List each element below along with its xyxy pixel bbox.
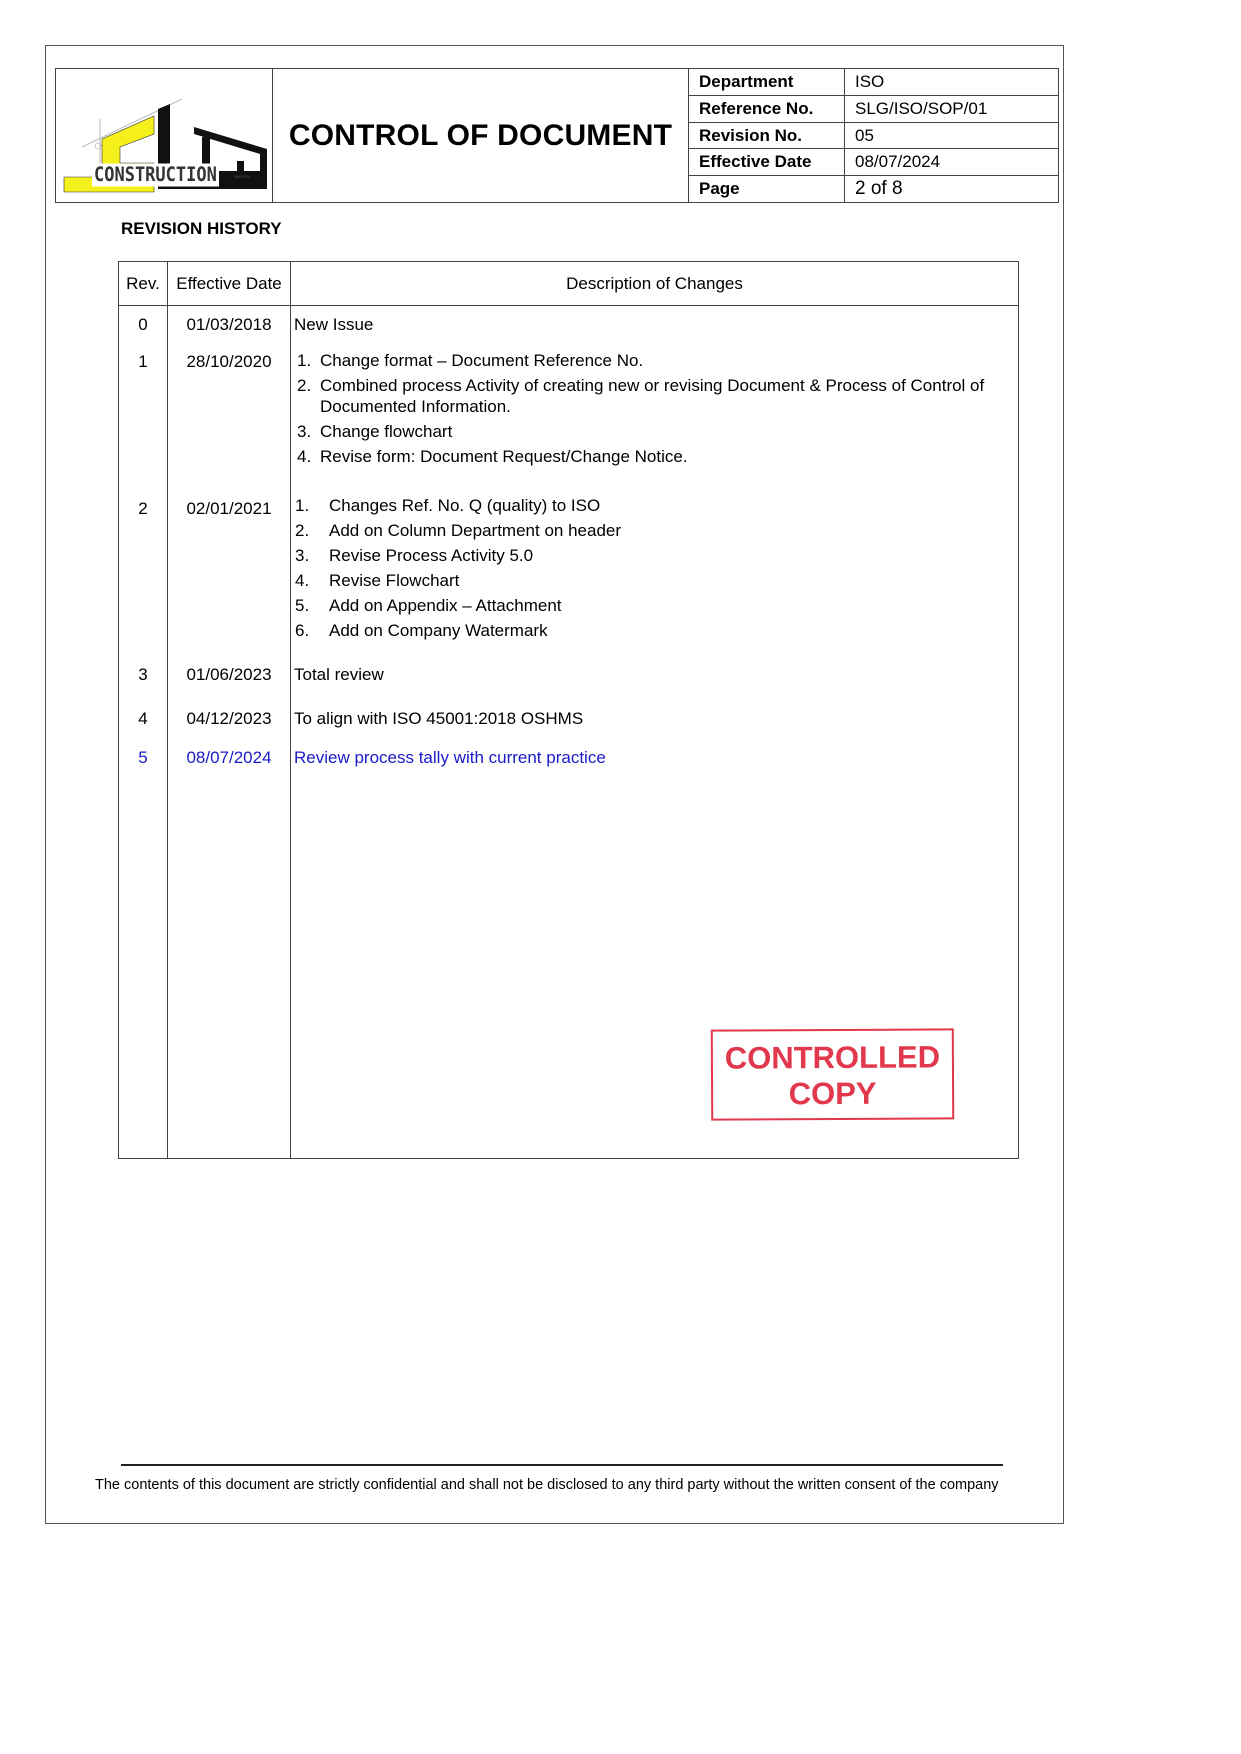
rev-date: 28/10/2020: [168, 344, 291, 494]
list-item: 4. Revise form: Document Request/Change Notice.: [297, 446, 688, 466]
rev-date: 04/12/2023: [168, 706, 291, 745]
meta-label-page: Page: [689, 176, 845, 203]
table-header-row: [119, 262, 1019, 306]
list-item: 2. Combined process Activity of creating new or revising Document & Process of Control of Documented Information.: [297, 375, 985, 416]
table-row: [119, 706, 1019, 745]
document-header: [55, 68, 1059, 203]
list-item: 4. Revise Flowchart: [295, 570, 460, 590]
rev-description: Total review: [291, 662, 1019, 706]
change-list: [294, 495, 1018, 641]
table-row: [119, 344, 1019, 494]
rev-number: 0: [119, 306, 168, 344]
list-item: 1. Changes Ref. No. Q (quality) to ISO: [295, 495, 601, 515]
rev-description: Review process tally with current practice: [291, 745, 1019, 1159]
controlled-copy-stamp: [711, 1028, 954, 1120]
meta-value-page: 2 of 8: [845, 176, 1059, 203]
list-item: 3. Change flowchart: [297, 421, 453, 441]
meta-label-revision: Revision No.: [689, 123, 845, 149]
meta-label-department: Department: [689, 69, 845, 96]
meta-value-reference: SLG/ISO/SOP/01: [845, 96, 1059, 123]
meta-value-department: ISO: [845, 69, 1059, 96]
meta-value-effective-date: 08/07/2024: [845, 149, 1059, 176]
stamp-line-1: CONTROLLED: [724, 1039, 941, 1076]
rev-date: 08/07/2024: [168, 745, 291, 1159]
logo-wordmark: CONSTRUCTION: [94, 163, 217, 187]
table-row: [119, 494, 1019, 662]
list-item: 6. Add on Company Watermark: [295, 620, 548, 640]
rev-number: 5: [119, 745, 168, 1159]
logo-tagline: SAKEDY: [234, 174, 251, 179]
column-header-description: Description of Changes: [291, 262, 1019, 306]
table-row: [119, 306, 1019, 344]
column-header-date: Effective Date: [168, 262, 291, 306]
logo-cell: [56, 69, 273, 203]
meta-value-revision: 05: [845, 123, 1059, 149]
rev-date: 01/03/2018: [168, 306, 291, 344]
rev-date: 01/06/2023: [168, 662, 291, 706]
list-item: 2. Add on Column Department on header: [295, 520, 622, 540]
rev-number: 4: [119, 706, 168, 745]
document-title: CONTROL OF DOCUMENT: [273, 69, 689, 203]
footer-divider: [121, 1464, 1003, 1466]
rev-description: To align with ISO 45001:2018 OSHMS: [291, 706, 1019, 745]
list-item: 5. Add on Appendix – Attachment: [295, 595, 562, 615]
rev-number: 3: [119, 662, 168, 706]
table-row: [119, 662, 1019, 706]
company-logo: [62, 89, 267, 194]
meta-label-reference: Reference No.: [689, 96, 845, 123]
meta-label-effective-date: Effective Date: [689, 149, 845, 176]
section-heading: REVISION HISTORY: [121, 219, 282, 238]
change-list: [294, 350, 1018, 467]
column-header-rev: Rev.: [119, 262, 168, 306]
rev-description: [291, 344, 1019, 494]
list-item: 1. Change format – Document Reference No.: [297, 350, 644, 370]
list-item: 3. Revise Process Activity 5.0: [295, 545, 534, 565]
rev-number: 2: [119, 494, 168, 662]
rev-date: 02/01/2021: [168, 494, 291, 662]
stamp-line-2: COPY: [788, 1075, 877, 1112]
confidentiality-notice: The contents of this document are strictly confidential and shall not be disclosed to any third party without the written consent of the company: [95, 1477, 999, 1493]
rev-description: [291, 494, 1019, 662]
rev-number: 1: [119, 344, 168, 494]
revision-history-table: [118, 261, 1019, 1159]
rev-description: New Issue: [291, 306, 1019, 344]
